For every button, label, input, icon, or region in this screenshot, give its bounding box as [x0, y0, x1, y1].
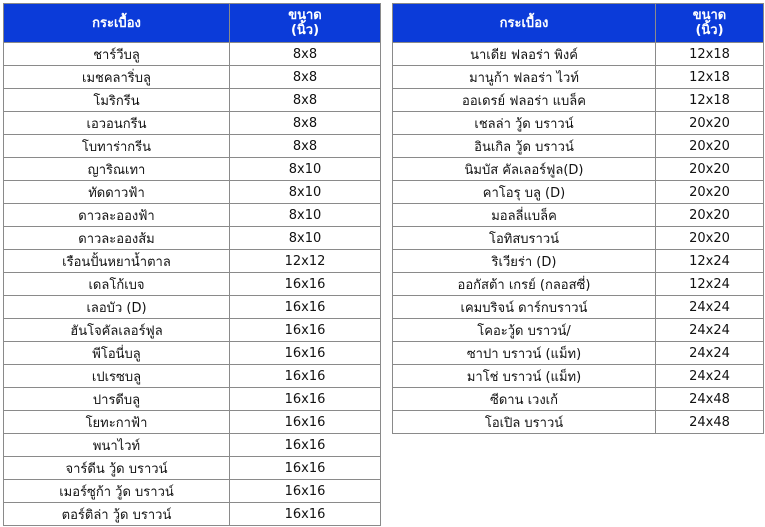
tile-name-cell: เมชคลาริ่บลู	[4, 66, 230, 89]
table-body	[4, 43, 381, 526]
table-row	[393, 66, 764, 89]
tile-name-cell: ออกัสต้า เกรย์ (กลอสซี่)	[393, 273, 656, 296]
table-row	[4, 112, 381, 135]
table-row	[4, 411, 381, 434]
tile-name-cell: ญาริณเทา	[4, 158, 230, 181]
tile-name-cell: มอลลี่แบล็ค	[393, 204, 656, 227]
tile-size-cell: 8x8	[230, 89, 381, 112]
tile-name-cell: ดาวละอองส้ม	[4, 227, 230, 250]
table-header-row	[393, 4, 764, 43]
table-row	[393, 250, 764, 273]
table-row	[393, 181, 764, 204]
header-size	[656, 4, 764, 43]
header-size-unit: (นิ้ว)	[290, 23, 320, 38]
tile-size-cell: 8x10	[230, 181, 381, 204]
header-tile-name: กระเบื้อง	[4, 4, 230, 43]
tile-size-cell: 24x24	[656, 365, 764, 388]
tile-size-cell: 20x20	[656, 227, 764, 250]
tile-size-cell: 20x20	[656, 135, 764, 158]
tile-name-cell: ปารดีบลู	[4, 388, 230, 411]
tile-name-cell: โคอะวู้ด บราวน์/	[393, 319, 656, 342]
header-size-unit: (นิ้ว)	[695, 23, 724, 38]
tile-name-cell: เดลโก้เบจ	[4, 273, 230, 296]
tile-size-cell: 20x20	[656, 181, 764, 204]
tile-size-cell: 12x24	[656, 250, 764, 273]
table-row	[4, 457, 381, 480]
tile-name-cell: ดาวละอองฟ้า	[4, 204, 230, 227]
tile-name-cell: ทัดดาวฟ้า	[4, 181, 230, 204]
table-row	[393, 89, 764, 112]
table-row	[4, 89, 381, 112]
tile-size-cell: 16x16	[230, 319, 381, 342]
tile-size-cell: 8x10	[230, 204, 381, 227]
tile-name-cell: โอทิสบราวน์	[393, 227, 656, 250]
tile-name-cell: นาเดีย ฟลอร่า พิงค์	[393, 43, 656, 66]
table-row	[4, 342, 381, 365]
tile-name-cell: โมริกรีน	[4, 89, 230, 112]
tile-size-cell: 16x16	[230, 342, 381, 365]
header-tile-name: กระเบื้อง	[393, 4, 656, 43]
table-row	[393, 342, 764, 365]
tile-size-cell: 8x8	[230, 135, 381, 158]
tile-name-cell: ซีดาน เวงเก้	[393, 388, 656, 411]
tile-size-cell: 16x16	[230, 388, 381, 411]
tile-name-cell: เปเรซบลู	[4, 365, 230, 388]
tile-size-cell: 24x24	[656, 296, 764, 319]
table-row	[4, 273, 381, 296]
tile-size-cell: 16x16	[230, 411, 381, 434]
table-row	[393, 43, 764, 66]
tile-size-cell: 16x16	[230, 296, 381, 319]
table-row	[4, 135, 381, 158]
tile-name-cell: มานูก้า ฟลอร่า ไวท์	[393, 66, 656, 89]
table-row	[4, 319, 381, 342]
tile-size-cell: 16x16	[230, 434, 381, 457]
table-row	[4, 365, 381, 388]
table-row	[393, 158, 764, 181]
tile-size-table-right	[392, 3, 764, 434]
table-body	[393, 43, 764, 434]
tile-size-cell: 24x24	[656, 342, 764, 365]
table-row	[393, 296, 764, 319]
table-header-row	[4, 4, 381, 43]
tile-name-cell: โอเปิล บราวน์	[393, 411, 656, 434]
tile-size-cell: 12x18	[656, 43, 764, 66]
tile-size-cell: 16x16	[230, 365, 381, 388]
table-row	[4, 250, 381, 273]
header-size-label: ขนาด	[288, 8, 322, 23]
table-row	[4, 181, 381, 204]
table-row	[4, 43, 381, 66]
tile-size-cell: 8x8	[230, 66, 381, 89]
tile-name-cell: เคมบริจน์ ดาร์กบราวน์	[393, 296, 656, 319]
table-row	[393, 388, 764, 411]
table-row	[4, 158, 381, 181]
tile-size-cell: 24x48	[656, 411, 764, 434]
tile-name-cell: พนาไวท์	[4, 434, 230, 457]
table-row	[4, 503, 381, 526]
table-row	[4, 296, 381, 319]
table-row	[4, 480, 381, 503]
table-row	[393, 319, 764, 342]
table-row	[393, 135, 764, 158]
tile-size-cell: 8x8	[230, 43, 381, 66]
tile-name-cell: เมอร์ซูก้า วู้ด บราวน์	[4, 480, 230, 503]
tile-name-cell: โยทะกาฟ้า	[4, 411, 230, 434]
table-row	[393, 227, 764, 250]
tile-size-cell: 16x16	[230, 273, 381, 296]
tile-name-cell: ฮันโจคัลเลอร์ฟูล	[4, 319, 230, 342]
tile-size-cell: 16x16	[230, 480, 381, 503]
table-row	[4, 434, 381, 457]
table-row	[393, 112, 764, 135]
table-row	[393, 204, 764, 227]
tile-name-cell: โบทาร่ากรีน	[4, 135, 230, 158]
table-row	[393, 365, 764, 388]
tile-size-cell: 24x24	[656, 319, 764, 342]
table-row	[4, 227, 381, 250]
tile-name-cell: ออเดรย์ ฟลอร่า แบล็ค	[393, 89, 656, 112]
tile-size-cell: 20x20	[656, 112, 764, 135]
tile-size-cell: 12x18	[656, 66, 764, 89]
tile-size-cell: 16x16	[230, 457, 381, 480]
tile-size-cell: 12x18	[656, 89, 764, 112]
tile-name-cell: มาโช่ บราวน์ (แม็ท)	[393, 365, 656, 388]
tile-name-cell: เรือนปั้นหยาน้ำตาล	[4, 250, 230, 273]
tile-size-cell: 20x20	[656, 158, 764, 181]
tile-size-cell: 12x12	[230, 250, 381, 273]
table-row	[4, 388, 381, 411]
table-row	[393, 273, 764, 296]
tile-name-cell: ซาปา บราวน์ (แม็ท)	[393, 342, 656, 365]
tile-size-cell: 8x10	[230, 158, 381, 181]
tile-name-cell: ริเวียร่า (D)	[393, 250, 656, 273]
tile-size-table-left	[3, 3, 381, 526]
tile-name-cell: เอวอนกรีน	[4, 112, 230, 135]
table-row	[4, 66, 381, 89]
table-row	[393, 411, 764, 434]
tile-name-cell: คาโอรุ บลู (D)	[393, 181, 656, 204]
tile-name-cell: พีโอนี่บลู	[4, 342, 230, 365]
tile-name-cell: นิมบัส คัลเลอร์ฟูล(D)	[393, 158, 656, 181]
header-size	[230, 4, 381, 43]
table-row	[4, 204, 381, 227]
tile-size-cell: 16x16	[230, 503, 381, 526]
tile-name-cell: เชลล่า วู้ด บราวน์	[393, 112, 656, 135]
header-size-label: ขนาด	[692, 8, 727, 23]
tile-name-cell: ชาร์วีบลู	[4, 43, 230, 66]
tile-name-cell: เลอบัว (D)	[4, 296, 230, 319]
tile-size-cell: 8x10	[230, 227, 381, 250]
tile-name-cell: ตอร์ติล่า วู้ด บราวน์	[4, 503, 230, 526]
tile-size-cell: 24x48	[656, 388, 764, 411]
tile-name-cell: จาร์ดีน วู้ด บราวน์	[4, 457, 230, 480]
tile-size-cell: 8x8	[230, 112, 381, 135]
tile-name-cell: อินเกิล วู้ด บราวน์	[393, 135, 656, 158]
tile-size-cell: 20x20	[656, 204, 764, 227]
tile-size-cell: 12x24	[656, 273, 764, 296]
